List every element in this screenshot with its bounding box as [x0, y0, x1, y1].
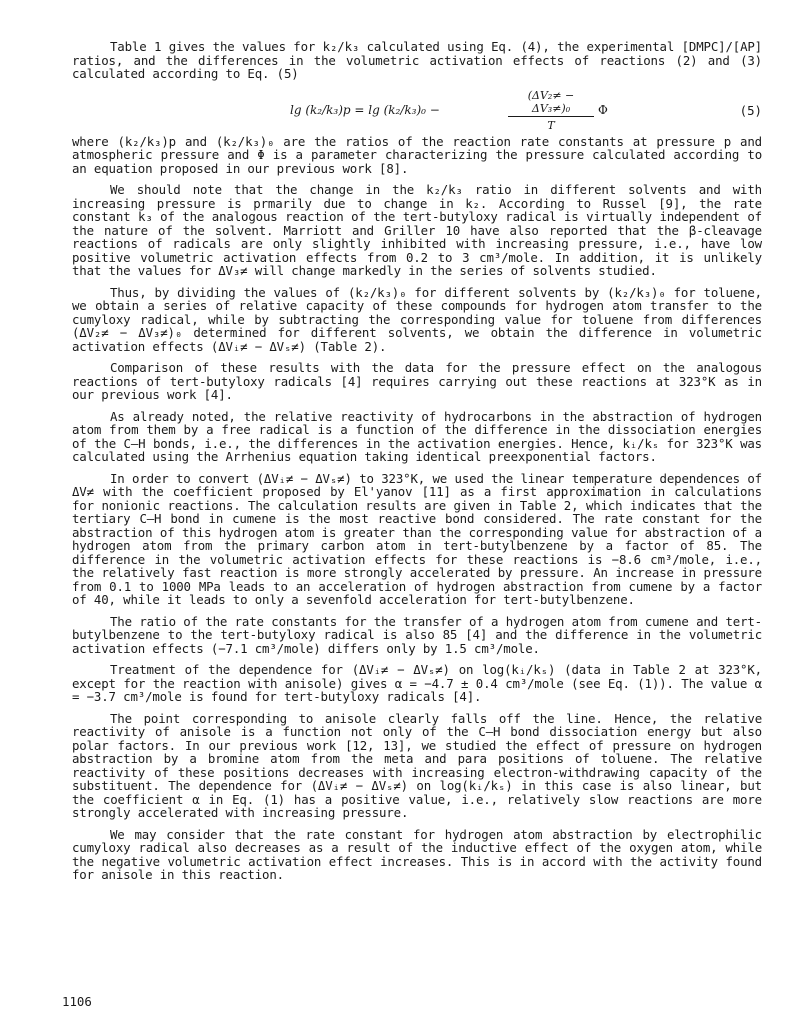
- paragraph-where: where (k₂/k₃)p and (k₂/k₃)₀ are the ratios of the reaction rate constants at pressure p and atmospheric pressure and Φ is a parameter characterizing the pressure calculated according to an equation proposed in our previous work [8].: [72, 133, 762, 176]
- equation-denominator: T: [547, 118, 555, 132]
- paragraph-convert: In order to convert (ΔVᵢ≠ − ΔVₛ≠) to 323°K, we used the linear temperature dependences of ΔV≠ with the coefficient proposed by El'yanov [11] as a first approximation in calculations for nonionic reactions. The calculation results are given in Table 2, which indicates that the tertiary C–H bond in cumene is the most reactive bond considered. The rate constant for the abstraction of this hydrogen atom is greater than the corresponding value for abstraction of a hydrogen atom from the primary carbon atom in tert-butylbenzene by a factor of 85. The difference in the volumetric activation effects for these reactions is −8.6 cm³/mole, i.e., the relatively fast reaction is more strongly accelerated by pressure. An increase in pressure from 0.1 to 1000 MPa leads to an acceleration of hydrogen abstraction from cumene by a factor of 40, while it leads to only a sevenfold acceleration for tert-butylbenzene.: [72, 470, 762, 607]
- paragraph-conclusion: We may consider that the rate constant for hydrogen atom abstraction by electrophilic cumyloxy radical also decreases as a result of the inductive effect of the oxygen atom, while the negative volumetric activation effect increases. This is in accord with the activity found for anisole in this reaction.: [72, 826, 762, 882]
- equation-lhs: lg (k₂/k₃)p = lg (k₂/k₃)₀ −: [290, 102, 440, 117]
- equation-fraction: [508, 89, 594, 132]
- equation-5: [72, 88, 762, 132]
- paragraph-comparison: Comparison of these results with the data for the pressure effect on the analogous reactions of tert-butyloxy radicals [4] requires carrying out these reactions at 323°K as in our previous work [4].: [72, 360, 762, 402]
- page-body: [72, 40, 762, 890]
- paragraph-reactivity: As already noted, the relative reactivity of hydrocarbons in the abstraction of hydrogen atom from them by a free radical is a function of the difference in the dissociation energies of the C–H bonds, i.e., the differences in the activation energies. Hence, kᵢ/kₛ for 323°K was calculated using the Arrhenius equation taking identical preexponential factors.: [72, 408, 762, 464]
- equation-phi: Φ: [598, 102, 608, 117]
- paragraph-ratio: The ratio of the rate constants for the transfer of a hydrogen atom from cumene and tert-butylbenzene to the tert-butyloxy radical is also 85 [4] and the difference in the volumetric activation effects (−7.1 cm³/mole) differs only by 1.5 cm³/mole.: [72, 613, 762, 656]
- paragraph-solvent: We should note that the change in the k₂/k₃ ratio in different solvents and with increasing pressure is prmarily due to change in k₂. According to Russel [9], the rate constant k₃ of the analogous reaction of the tert-butyloxy radical is virtually independent of the nature of the solvent. Marriott and Griller 10 have also reported that the β-cleavage reactions of radicals are only slightly inhibited with increasing pressure, i.e., have low positive volumetric activation effects from 0.2 to 3 cm³/mole. In addition, it is unlikely that the values for ΔV₃≠ will change markedly in the series of solvents studied.: [72, 182, 762, 278]
- paragraph-dividing: Thus, by dividing the values of (k₂/k₃)₀ for different solvents by (k₂/k₃)₀ for toluene, we obtain a series of relative capacity of these compounds for hydrogen atom transfer to the cumyloxy radical, while by subtracting the corresponding value for toluene from differences (ΔV₂≠ − ΔV₃≠)₀ determined for different solvents, we obtain the difference in volumetric activation effects (ΔVᵢ≠ − ΔVₛ≠) (Table 2).: [72, 284, 762, 354]
- paragraph-intro: Table 1 gives the values for k₂/k₃ calculated using Eq. (4), the experimental [DMPC]/[AP] ratios, and the differences in the volumetric activation effects of reactions (2) and (3) calculated according to Eq. (5): [72, 39, 762, 81]
- equation-number: (5): [739, 102, 762, 118]
- paragraph-treatment: Treatment of the dependence for (ΔVᵢ≠ − ΔVₛ≠) on log(kᵢ/kₛ) (data in Table 2 at 323°K, except for the reaction with anisole) gives α = −4.7 ± 0.4 cm³/mole (see Eq. (1)). The value α = −3.7 cm³/mole is found for tert-butyloxy radicals [4].: [72, 662, 762, 704]
- page-number: 1106: [62, 994, 92, 1009]
- equation-numerator: (ΔV₂≠ − ΔV₃≠)₀: [508, 89, 594, 117]
- paragraph-anisole: The point corresponding to anisole clearly falls off the line. Hence, the relative reactivity of anisole is a function not only of the C–H bond dissociation energy but also polar factors. In our previous work [12, 13], we studied the effect of pressure on hydrogen abstraction by a bromine atom from the meta and para positions of toluene. The relative reactivity of these positions decreases with increasing electron-withdrawing capacity of the substituent. The dependence for (ΔVᵢ≠ − ΔVₛ≠) on log(kᵢ/kₛ) in this case is also linear, but the coefficient α in Eq. (1) has a positive value, i.e., relatively slow reactions are more strongly accelerated with increasing pressure.: [72, 710, 762, 820]
